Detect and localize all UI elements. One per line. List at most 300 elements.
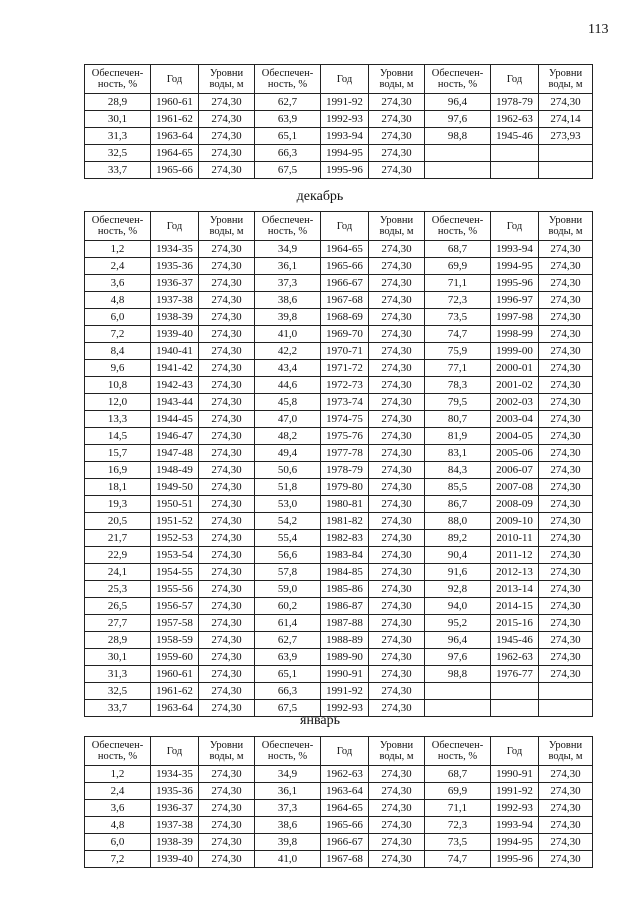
- table-cell: 2002-03: [491, 394, 539, 411]
- table-cell: 1958-59: [151, 632, 199, 649]
- column-header: Уровни воды, м: [539, 65, 593, 94]
- table-cell: 2003-04: [491, 411, 539, 428]
- column-header: Обеспечен-ность, %: [425, 212, 491, 241]
- table-cell: 13,3: [85, 411, 151, 428]
- table-cell: 274,30: [369, 683, 425, 700]
- table-cell: 97,6: [425, 649, 491, 666]
- table-cell: 1984-85: [321, 564, 369, 581]
- table-cell: 34,9: [255, 766, 321, 783]
- table-cell: 95,2: [425, 615, 491, 632]
- table-cell: 98,8: [425, 128, 491, 145]
- table-cell: 1979-80: [321, 479, 369, 496]
- table-cell: 1978-79: [491, 94, 539, 111]
- table-cell: 274,30: [199, 496, 255, 513]
- table-cell: 28,9: [85, 94, 151, 111]
- table-cell: 51,8: [255, 479, 321, 496]
- table-cell: 33,7: [85, 700, 151, 717]
- table-cell: 274,30: [369, 783, 425, 800]
- table-cell: 1952-53: [151, 530, 199, 547]
- table-cell: 2,4: [85, 258, 151, 275]
- table-cell: 2009-10: [491, 513, 539, 530]
- table-cell: 30,1: [85, 111, 151, 128]
- table-cell: 1992-93: [321, 700, 369, 717]
- table-row: [85, 411, 593, 428]
- table-cell: 27,7: [85, 615, 151, 632]
- table-cell: 67,5: [255, 700, 321, 717]
- table-cell: 1981-82: [321, 513, 369, 530]
- table-cell: 1994-95: [491, 258, 539, 275]
- table-cell: 1946-47: [151, 428, 199, 445]
- table-cell: 274,30: [199, 309, 255, 326]
- table-cell: 91,6: [425, 564, 491, 581]
- table-cell: 53,0: [255, 496, 321, 513]
- table-cell: [539, 683, 593, 700]
- table-cell: 274,30: [539, 258, 593, 275]
- table-cell: 1991-92: [321, 94, 369, 111]
- table-row: [85, 547, 593, 564]
- table-cell: 3,6: [85, 800, 151, 817]
- table-cell: 1989-90: [321, 649, 369, 666]
- table-cell: 1993-94: [491, 817, 539, 834]
- table-row: [85, 360, 593, 377]
- table-cell: 274,30: [199, 817, 255, 834]
- table-cell: 1938-39: [151, 834, 199, 851]
- table-cell: 1950-51: [151, 496, 199, 513]
- table-cell: 7,2: [85, 326, 151, 343]
- table-cell: 274,30: [199, 615, 255, 632]
- table-cell: 1998-99: [491, 326, 539, 343]
- table-cell: 71,1: [425, 800, 491, 817]
- table-cell: 274,30: [369, 530, 425, 547]
- table-cell: 67,5: [255, 162, 321, 179]
- table-cell: 1956-57: [151, 598, 199, 615]
- table-cell: 1935-36: [151, 783, 199, 800]
- table-cell: 38,6: [255, 292, 321, 309]
- table-cell: 1949-50: [151, 479, 199, 496]
- table-cell: 81,9: [425, 428, 491, 445]
- table-cell: 77,1: [425, 360, 491, 377]
- table-cell: 274,30: [539, 513, 593, 530]
- table-cell: 274,30: [369, 94, 425, 111]
- table-cell: 72,3: [425, 817, 491, 834]
- column-header: Уровни воды, м: [369, 737, 425, 766]
- table-cell: 55,4: [255, 530, 321, 547]
- table-row: [85, 111, 593, 128]
- column-header: Уровни воды, м: [369, 65, 425, 94]
- table-cell: 1988-89: [321, 632, 369, 649]
- table-cell: 62,7: [255, 94, 321, 111]
- table-cell: 274,30: [369, 360, 425, 377]
- table-cell: 1993-94: [321, 128, 369, 145]
- column-header: Уровни воды, м: [539, 212, 593, 241]
- table-cell: 80,7: [425, 411, 491, 428]
- table-cell: 66,3: [255, 683, 321, 700]
- table-cell: 274,30: [199, 241, 255, 258]
- table-cell: 274,30: [199, 683, 255, 700]
- table-cell: 38,6: [255, 817, 321, 834]
- table-cell: 274,30: [539, 377, 593, 394]
- table-row: [85, 94, 593, 111]
- table-cell: 274,30: [199, 598, 255, 615]
- table-row: [85, 428, 593, 445]
- table-cell: 9,6: [85, 360, 151, 377]
- table-cell: 274,30: [369, 445, 425, 462]
- table-cell: 31,3: [85, 128, 151, 145]
- table-cell: 274,30: [199, 162, 255, 179]
- table-cell: 274,30: [199, 111, 255, 128]
- table-cell: 1964-65: [321, 241, 369, 258]
- table-cell: 274,30: [199, 94, 255, 111]
- table-cell: 274,30: [199, 326, 255, 343]
- table-cell: 1999-00: [491, 343, 539, 360]
- table-cell: 274,30: [539, 343, 593, 360]
- table-cell: 274,30: [539, 94, 593, 111]
- table-cell: 274,30: [369, 700, 425, 717]
- table-cell: [491, 683, 539, 700]
- table-cell: 1938-39: [151, 309, 199, 326]
- table-cell: 1990-91: [491, 766, 539, 783]
- table-row: [85, 162, 593, 179]
- table-cell: 45,8: [255, 394, 321, 411]
- table-row: [85, 479, 593, 496]
- column-header: Уровни воды, м: [199, 212, 255, 241]
- table-cell: 1996-97: [491, 292, 539, 309]
- table-cell: 1960-61: [151, 94, 199, 111]
- table-cell: 2015-16: [491, 615, 539, 632]
- table-cell: 2008-09: [491, 496, 539, 513]
- table-cell: 274,30: [199, 479, 255, 496]
- table-cell: 274,30: [369, 128, 425, 145]
- table-cell: 274,30: [199, 292, 255, 309]
- column-header: Обеспечен-ность, %: [85, 65, 151, 94]
- table-cell: 97,6: [425, 111, 491, 128]
- table-row: [85, 800, 593, 817]
- table-cell: 2001-02: [491, 377, 539, 394]
- table-cell: 274,30: [369, 162, 425, 179]
- table-row: [85, 128, 593, 145]
- table-cell: 2012-13: [491, 564, 539, 581]
- table-cell: 274,30: [199, 564, 255, 581]
- table-cell: 1942-43: [151, 377, 199, 394]
- table-cell: 1962-63: [491, 649, 539, 666]
- table-cell: 274,30: [199, 343, 255, 360]
- table-cell: 1976-77: [491, 666, 539, 683]
- table-cell: 42,2: [255, 343, 321, 360]
- table-row: [85, 632, 593, 649]
- table-cell: 1961-62: [151, 683, 199, 700]
- table-cell: 78,3: [425, 377, 491, 394]
- table-cell: 1983-84: [321, 547, 369, 564]
- table-cell: 274,30: [199, 360, 255, 377]
- table-cell: 66,3: [255, 145, 321, 162]
- table-row: [85, 581, 593, 598]
- column-header: Год: [151, 65, 199, 94]
- table-cell: 36,1: [255, 258, 321, 275]
- table-cell: 79,5: [425, 394, 491, 411]
- table-cell: 1,2: [85, 241, 151, 258]
- table-cell: 1935-36: [151, 258, 199, 275]
- column-header: Обеспечен-ность, %: [85, 212, 151, 241]
- table-cell: 34,9: [255, 241, 321, 258]
- table-row: [85, 496, 593, 513]
- table-cell: 274,30: [539, 766, 593, 783]
- table-cell: 274,30: [539, 530, 593, 547]
- table-cell: 1960-61: [151, 666, 199, 683]
- table-cell: 1944-45: [151, 411, 199, 428]
- table-cell: 44,6: [255, 377, 321, 394]
- table-cell: 274,30: [539, 326, 593, 343]
- table-cell: 274,30: [539, 851, 593, 868]
- table-cell: 274,30: [369, 309, 425, 326]
- table-cell: 274,30: [199, 530, 255, 547]
- table-cell: 84,3: [425, 462, 491, 479]
- table-cell: 274,30: [539, 632, 593, 649]
- table-cell: 1962-63: [321, 766, 369, 783]
- table-cell: 32,5: [85, 683, 151, 700]
- table-cell: 273,93: [539, 128, 593, 145]
- table-cell: 1939-40: [151, 326, 199, 343]
- table-cell: 274,30: [539, 479, 593, 496]
- table-row: [85, 564, 593, 581]
- table-cell: 274,30: [539, 615, 593, 632]
- header-row: [85, 212, 593, 241]
- table-cell: 1997-98: [491, 309, 539, 326]
- table-cell: 274,30: [199, 411, 255, 428]
- column-header: Год: [491, 212, 539, 241]
- table-cell: 83,1: [425, 445, 491, 462]
- table-cell: 274,30: [199, 700, 255, 717]
- table-cell: 274,30: [369, 834, 425, 851]
- table-cell: 41,0: [255, 326, 321, 343]
- column-header: Год: [321, 212, 369, 241]
- table-cell: 63,9: [255, 649, 321, 666]
- table-cell: 1954-55: [151, 564, 199, 581]
- table-cell: 274,30: [199, 666, 255, 683]
- table-cell: 1934-35: [151, 766, 199, 783]
- column-header: Обеспечен-ность, %: [255, 737, 321, 766]
- table-cell: 69,9: [425, 258, 491, 275]
- table-cell: 274,30: [369, 547, 425, 564]
- table-cell: 274,30: [539, 666, 593, 683]
- table-cell: 1992-93: [321, 111, 369, 128]
- table-cell: 31,3: [85, 666, 151, 683]
- table-cell: 72,3: [425, 292, 491, 309]
- table-cell: 75,9: [425, 343, 491, 360]
- table-row: [85, 851, 593, 868]
- table-cell: 274,30: [539, 411, 593, 428]
- table-cell: 274,30: [199, 581, 255, 598]
- table-cell: 1964-65: [151, 145, 199, 162]
- table-cell: 1986-87: [321, 598, 369, 615]
- table-cell: 65,1: [255, 128, 321, 145]
- table-cell: 274,30: [369, 326, 425, 343]
- table-row: [85, 275, 593, 292]
- table-cell: 96,4: [425, 632, 491, 649]
- header-row: [85, 65, 593, 94]
- table-cell: 1972-73: [321, 377, 369, 394]
- column-header: Год: [491, 737, 539, 766]
- table-cell: 16,9: [85, 462, 151, 479]
- table-cell: 3,6: [85, 275, 151, 292]
- table-cell: 274,30: [539, 292, 593, 309]
- table-cell: 1970-71: [321, 343, 369, 360]
- column-header: Уровни воды, м: [199, 737, 255, 766]
- table-row: [85, 462, 593, 479]
- table-cell: 1940-41: [151, 343, 199, 360]
- table-cell: 19,3: [85, 496, 151, 513]
- table-cell: [539, 145, 593, 162]
- table-cell: 4,8: [85, 292, 151, 309]
- table-cell: 1937-38: [151, 817, 199, 834]
- table-cell: 4,8: [85, 817, 151, 834]
- table-cell: 37,3: [255, 800, 321, 817]
- table-cell: 1967-68: [321, 851, 369, 868]
- table-row: [85, 258, 593, 275]
- table-cell: 274,30: [539, 360, 593, 377]
- table-cell: 274,30: [369, 479, 425, 496]
- table-cell: 274,30: [369, 666, 425, 683]
- table-cell: 60,2: [255, 598, 321, 615]
- table-cell: 1941-42: [151, 360, 199, 377]
- table-cell: 274,30: [199, 428, 255, 445]
- table-row: [85, 666, 593, 683]
- table-cell: 274,30: [369, 817, 425, 834]
- table-cell: 50,6: [255, 462, 321, 479]
- table-cell: 2005-06: [491, 445, 539, 462]
- table-row: [85, 292, 593, 309]
- table-cell: 73,5: [425, 834, 491, 851]
- table-cell: 1992-93: [491, 800, 539, 817]
- table-cell: 274,30: [539, 241, 593, 258]
- table-row: [85, 241, 593, 258]
- table-cell: 54,2: [255, 513, 321, 530]
- table-cell: 39,8: [255, 834, 321, 851]
- table-cell: 274,30: [199, 462, 255, 479]
- table-cell: 56,6: [255, 547, 321, 564]
- table-cell: 1978-79: [321, 462, 369, 479]
- table-cell: 69,9: [425, 783, 491, 800]
- table-cell: 274,30: [369, 241, 425, 258]
- table-cell: 14,5: [85, 428, 151, 445]
- table-cell: 274,30: [369, 649, 425, 666]
- table-cell: 274,30: [199, 783, 255, 800]
- table-cell: 274,30: [539, 462, 593, 479]
- table-cell: 94,0: [425, 598, 491, 615]
- table-cell: 274,30: [369, 292, 425, 309]
- table-cell: 274,30: [369, 851, 425, 868]
- table-cell: 1963-64: [151, 700, 199, 717]
- table-row: [85, 394, 593, 411]
- table-cell: 274,30: [199, 275, 255, 292]
- table-cell: 6,0: [85, 834, 151, 851]
- table-cell: 274,30: [539, 445, 593, 462]
- table-row: [85, 766, 593, 783]
- column-header: Год: [321, 737, 369, 766]
- table-cell: 2014-15: [491, 598, 539, 615]
- table-cell: 274,30: [369, 513, 425, 530]
- table-cell: 1977-78: [321, 445, 369, 462]
- table-cell: 1991-92: [321, 683, 369, 700]
- table-cell: 1987-88: [321, 615, 369, 632]
- table-cell: 68,7: [425, 766, 491, 783]
- table-cell: 89,2: [425, 530, 491, 547]
- table-row: [85, 615, 593, 632]
- table-cell: 1967-68: [321, 292, 369, 309]
- table-cell: 274,30: [539, 547, 593, 564]
- header-row: [85, 737, 593, 766]
- table-cell: 274,30: [369, 800, 425, 817]
- table-cell: 73,5: [425, 309, 491, 326]
- table-cell: 1936-37: [151, 275, 199, 292]
- table-cell: 274,30: [369, 615, 425, 632]
- table-cell: [539, 162, 593, 179]
- table-cell: 1975-76: [321, 428, 369, 445]
- table-cell: 274,30: [199, 834, 255, 851]
- table-cell: 1991-92: [491, 783, 539, 800]
- table-cell: 274,30: [369, 275, 425, 292]
- table-row: [85, 377, 593, 394]
- table-cell: 274,30: [539, 581, 593, 598]
- table-cell: 274,30: [369, 462, 425, 479]
- page-number: 113: [588, 22, 609, 37]
- table-cell: 274,30: [369, 428, 425, 445]
- table-cell: 274,30: [199, 766, 255, 783]
- column-header: Уровни воды, м: [539, 737, 593, 766]
- table-cell: 62,7: [255, 632, 321, 649]
- table-cell: 274,30: [199, 513, 255, 530]
- table-cell: 274,30: [539, 394, 593, 411]
- table-cell: 21,7: [85, 530, 151, 547]
- table-cell: 22,9: [85, 547, 151, 564]
- table-cell: 274,30: [199, 445, 255, 462]
- table-cell: 32,5: [85, 145, 151, 162]
- table-cell: 88,0: [425, 513, 491, 530]
- table-continuation: [84, 64, 593, 179]
- table-cell: 2011-12: [491, 547, 539, 564]
- table-cell: 1945-46: [491, 128, 539, 145]
- table-cell: 57,8: [255, 564, 321, 581]
- table-cell: 274,30: [369, 377, 425, 394]
- table-row: [85, 783, 593, 800]
- table-cell: 274,30: [539, 598, 593, 615]
- table-cell: 30,1: [85, 649, 151, 666]
- table-cell: 1968-69: [321, 309, 369, 326]
- table-row: [85, 530, 593, 547]
- table-cell: 1963-64: [151, 128, 199, 145]
- table-cell: 15,7: [85, 445, 151, 462]
- table-cell: 1994-95: [321, 145, 369, 162]
- table-cell: 1959-60: [151, 649, 199, 666]
- table-cell: 274,30: [539, 783, 593, 800]
- table-cell: 25,3: [85, 581, 151, 598]
- table-cell: 1965-66: [151, 162, 199, 179]
- table-cell: 1973-74: [321, 394, 369, 411]
- table-cell: 33,7: [85, 162, 151, 179]
- table-cell: 1965-66: [321, 258, 369, 275]
- table-cell: 274,30: [539, 309, 593, 326]
- table-cell: 1955-56: [151, 581, 199, 598]
- table-cell: 1945-46: [491, 632, 539, 649]
- table-cell: 98,8: [425, 666, 491, 683]
- column-header: Год: [321, 65, 369, 94]
- table-cell: 274,30: [369, 145, 425, 162]
- table-cell: 274,30: [369, 496, 425, 513]
- table-cell: 274,30: [539, 817, 593, 834]
- table-cell: 59,0: [255, 581, 321, 598]
- table-cell: 1953-54: [151, 547, 199, 564]
- table-cell: 2006-07: [491, 462, 539, 479]
- table-cell: 274,30: [539, 564, 593, 581]
